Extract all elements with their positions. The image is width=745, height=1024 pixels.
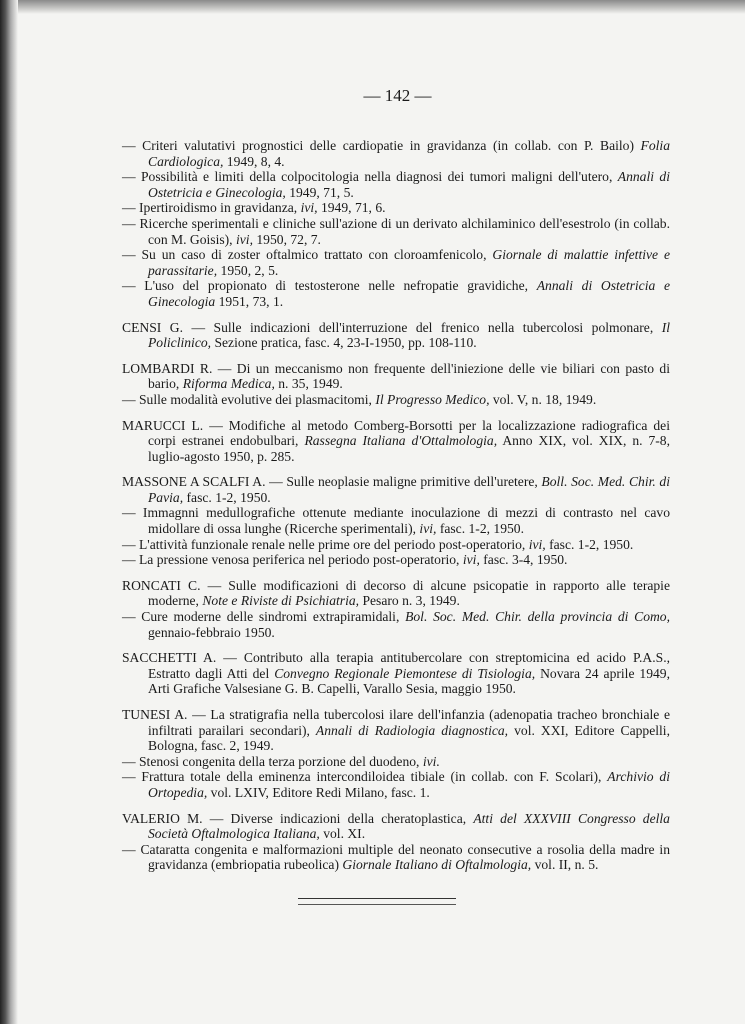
journal-title: ivi, [300,200,318,216]
entry-text: fasc. 3-4, 1950. [479,552,568,568]
end-rule-divider [298,898,456,905]
author-name: MASSONE A SCALFI A. [122,474,266,490]
entry-text: — Cure moderne delle sindromi extrapiramidali, [122,609,406,625]
bibliography-entry [122,392,670,408]
bibliography-group [122,578,670,640]
journal-title: Giornale Italiano di Oftalmologia, [342,857,532,873]
bibliography-entry [122,650,670,697]
journal-title: ivi, [419,521,437,537]
scan-top-edge [0,0,745,14]
bibliography-group [122,811,670,873]
entry-text: Pesaro n. 3, 1949. [359,593,460,609]
bibliography-entry [122,537,670,553]
journal-title: Folia Cardiologica, [148,138,670,169]
bibliography-entry [122,842,670,873]
journal-title: ivi, [462,552,480,568]
entry-text: — Cataratta congenita e malformazioni multiple del neonato consecutive a rosolia della madre in gravidanza (embriopatia rubeolica) [122,841,670,873]
bibliography-entry [122,320,670,351]
entry-text: 1949, 71, 5. [285,184,354,200]
author-name: CENSI G. [122,319,183,335]
entry-text: — La stratigrafia nella tubercolosi ilare dell'infanzia (adenopatia tracheo bronchiale e infiltrati parailari secondari), [148,707,670,738]
entry-text: fasc. 1-2, 1950. [183,489,271,505]
entry-text: — La pressione venosa periferica nel periodo post-operatorio, [122,552,463,568]
entry-text: — Possibilità e limiti della colpocitologia nella diagnosi dei tumori maligni dell'utero, [122,169,618,185]
entry-text: Anno XIX, vol. XIX, n. 7-8, luglio-agosto 1950, p. 285. [148,433,670,464]
bibliography-list [122,138,670,883]
journal-title: Annali di Ostetricia e Ginecologia [148,278,671,309]
entry-text: — L'uso del propionato di testosterone nelle nefropatie gravidiche, [122,278,537,294]
bibliography-group [122,650,670,697]
author-name: LOMBARDI R. [122,360,213,376]
journal-title: Rassegna Italiana d'Ottalmologia, [304,433,498,449]
entry-text: vol. LXIV, Editore Redi Milano, fasc. 1. [207,784,430,800]
entry-text: Novara 24 aprile 1949, Arti Grafiche Valsesiane G. B. Capelli, Varallo Sesia, maggio 1950. [148,665,670,697]
journal-title: ivi. [422,753,440,769]
entry-text: — Contributo alla terapia antitubercolare con streptomicina ed acido P.A.S., Estratto dagli Atti del [148,650,670,681]
bibliography-entry [122,552,670,568]
journal-title: Bol. Soc. Med. Chir. della provincia di Como, [405,609,670,625]
bibliography-entry [122,216,670,247]
entry-text: — Immagnni medullografiche ottenute mediante inoculazione di mezzi di contrasto nel cavo midollare di ossa lunghe (Ricerche sperimentali), [122,505,670,537]
journal-title: Giornale di malattie infettive e parassitarie, [148,247,671,278]
bibliography-group [122,418,670,465]
entry-text: — Sulle indicazioni dell'interruzione del frenico nella tubercolosi polmonare, [182,319,662,335]
entry-text: — Stenosi congenita della terza porzione del duodeno, [122,753,423,769]
entry-text: — Frattura totale della eminenza intercondiloidea tibiale (in collab. con F. Scolari), [122,769,608,785]
entry-text: vol. XXI, Editore Cappelli, Bologna, fasc. 2, 1949. [148,722,670,754]
bibliography-entry [122,505,670,536]
entry-text: fasc. 1-2, 1950. [436,521,525,537]
author-name: VALERIO M. [122,810,203,826]
bibliography-entry [122,361,670,392]
entry-text: — Su un caso di zoster oftalmico trattato con cloroamfenicolo, [122,247,493,263]
bibliography-entry [122,609,670,640]
entry-text: — Ricerche sperimentali e cliniche sull'azione di un derivato alchilaminico dell'esestrolo (in collab. con M. Goisis), [122,215,670,247]
bibliography-group [122,320,670,351]
entry-text: 1949, 71, 6. [317,200,386,216]
entry-text: 1950, 72, 7. [252,231,321,247]
bibliography-entry [122,200,670,216]
bibliography-entry [122,474,670,505]
bibliography-group [122,138,670,310]
journal-title: Atti del XXXVIII Congresso della Società Oftalmologica Italiana, [148,810,670,842]
entry-text: 1949, 8, 4. [223,153,285,169]
bibliography-entry [122,278,670,309]
bibliography-group [122,707,670,801]
journal-title: Archivio di Ortopedia, [148,769,670,800]
bibliography-group [122,474,670,568]
entry-text: — Modifiche al metodo Comberg-Borsotti per la localizzazione radiografica dei corpi estranei endobulbari, [148,417,670,449]
entry-text: — Ipertiroidismo in gravidanza, [122,200,301,216]
entry-text: 1951, 73, 1. [215,293,284,309]
entry-text: — Diverse indicazioni della cheratoplastica, [202,810,474,826]
entry-text: n. 35, 1949. [274,376,343,392]
scan-binding-edge [0,0,18,1024]
bibliography-entry [122,769,670,800]
entry-text: vol. V, n. 18, 1949. [489,391,597,407]
entry-text: — Di un meccanismo non frequente dell'iniezione delle vie biliari con pasto di bario, [148,360,671,392]
journal-title: Annali di Radiologia diagnostica, [315,722,509,738]
bibliography-entry [122,754,670,770]
bibliography-entry [122,707,670,754]
bibliography-entry [122,169,670,200]
author-name: SACCHETTI A. [122,650,217,666]
author-name: MARUCCI L. [122,417,204,433]
journal-title: Boll. Soc. Med. Chir. di Pavia, [148,474,670,505]
author-name: RONCATI C. [122,577,201,593]
entry-text: gennaio-febbraio 1950. [148,624,275,640]
journal-title: Note e Riviste di Psichiatria, [202,593,360,609]
page-number: — 142 — [363,86,432,105]
bibliography-entry [122,578,670,609]
journal-title: ivi, [235,231,253,247]
journal-title: Riforma Medica, [182,376,275,392]
entry-text: fasc. 1-2, 1950. [545,536,634,552]
bibliography-entry [122,418,670,465]
journal-title: Annali di Ostetricia e Ginecologia, [148,169,670,200]
entry-text: — L'attività funzionale renale nelle prime ore del periodo post-operatorio, [122,536,529,552]
entry-text: — Sulle modalità evolutive dei plasmacitomi, [122,391,376,407]
bibliography-entry [122,811,670,842]
journal-title: Convegno Regionale Piemontese di Tisiologia, [274,665,536,681]
entry-text: Sezione pratica, fasc. 4, 23-I-1950, pp. 108-110. [211,335,477,351]
bibliography-group [122,361,670,408]
bibliography-entry [122,138,670,169]
author-name: TUNESI A. [122,707,188,722]
entry-text: — Criteri valutativi prognostici delle cardiopatie in gravidanza (in collab. con P. Bailo) [122,138,641,153]
entry-text: — Sulle neoplasie maligne primitive dell'uretere, [265,474,542,490]
entry-text: vol. II, n. 5. [531,857,599,873]
journal-title: Il Progresso Medico, [375,391,490,407]
entry-text: 1950, 2, 5. [217,262,279,278]
bibliography-entry [122,247,670,278]
entry-text: — Sulle modificazioni di decorso di alcune psicopatie in rapporto alle terapie moderne, [148,577,670,609]
journal-title: Il Policlinico, [148,319,671,351]
journal-title: ivi, [528,536,546,552]
entry-text: vol. XI. [319,826,366,842]
